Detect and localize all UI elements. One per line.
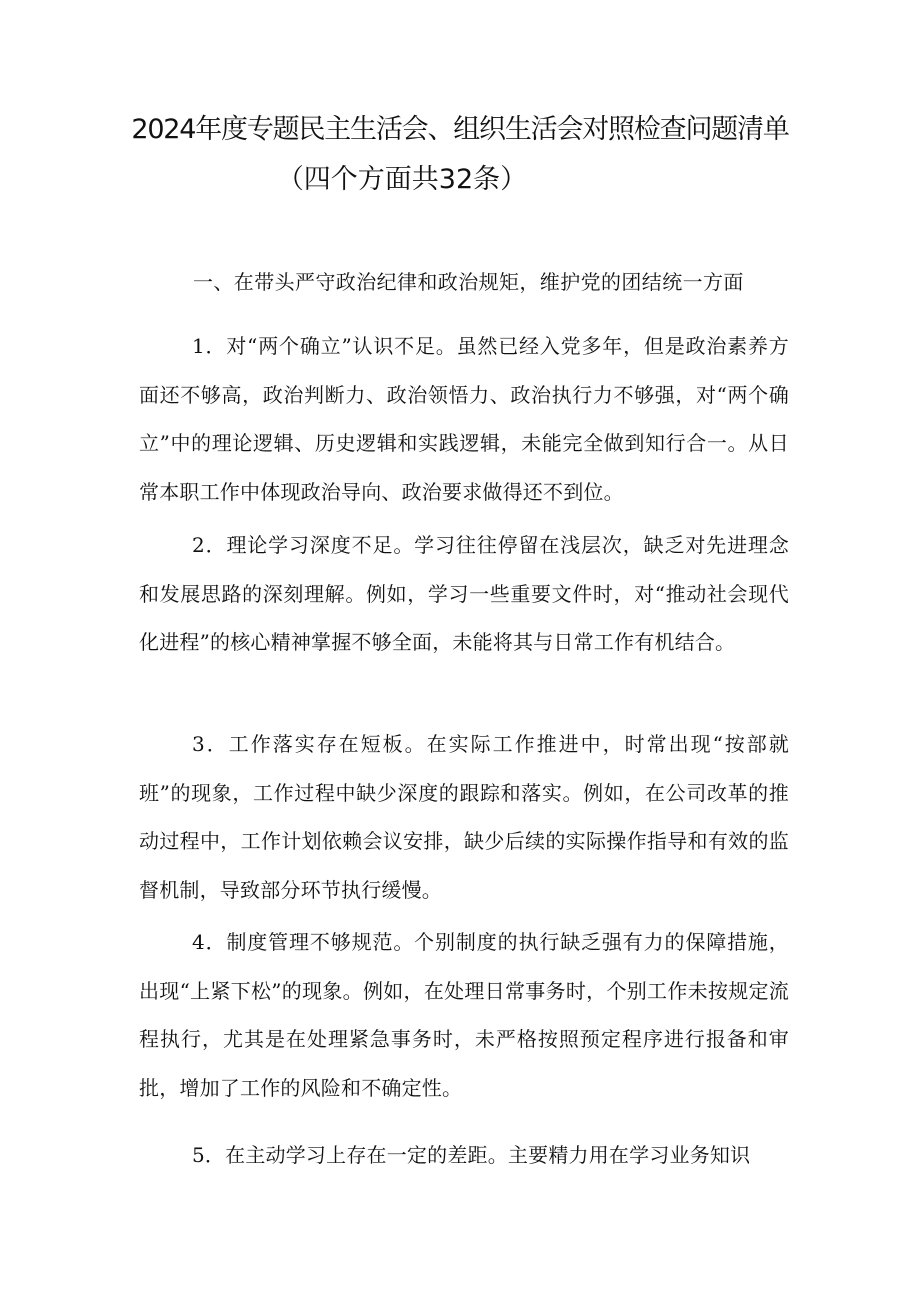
paragraph-item-4: 4．制度管理不够规范。个别制度的执行缺乏强有力的保障措施，出现“上紧下松”的现象。例如，在处理日常事务时，个别工作未按规定流程执行，尤其是在处理紧急事务时，未严格按照预定程序进行报备和审批，增加了工作的风险和不确定性。: [139, 930, 789, 1101]
section-heading: 一、在带头严守政治纪律和政治规矩，维护党的团结统一方面: [193, 270, 744, 294]
paragraph-item-3: 3．工作落实存在短板。在实际工作推进中，时常出现“按部就班”的现象，工作过程中缺少深度的跟踪和落实。例如，在公司改革的推动过程中，工作计划依赖会议安排，缺少后续的实际操作指导和有效的监督机制，导致部分环节执行缓慢。: [139, 732, 789, 903]
paragraph-item-1: 1．对“两个确立”认识不足。虽然已经入党多年，但是政治素养方面还不够高，政治判断力、政治领悟力、政治执行力不够强，对“两个确立”中的理论逻辑、历史逻辑和实践逻辑，未能完全做到知行合一。从日常本职工作中体现政治导向、政治要求做得还不到位。: [139, 334, 789, 505]
document-subtitle: （四个方面共32条）: [276, 164, 528, 195]
paragraph-item-5: 5．在主动学习上存在一定的差距。主要精力用在学习业务知识: [192, 1143, 751, 1167]
document-title: 2024年度专题民主生活会、组织生活会对照检查问题清单: [131, 114, 789, 145]
paragraph-item-2: 2．理论学习深度不足。学习往往停留在浅层次，缺乏对先进理念和发展思路的深刻理解。例如，学习一些重要文件时，对“推动社会现代化进程”的核心精神掌握不够全面，未能将其与日常工作有机结合。: [139, 533, 789, 655]
